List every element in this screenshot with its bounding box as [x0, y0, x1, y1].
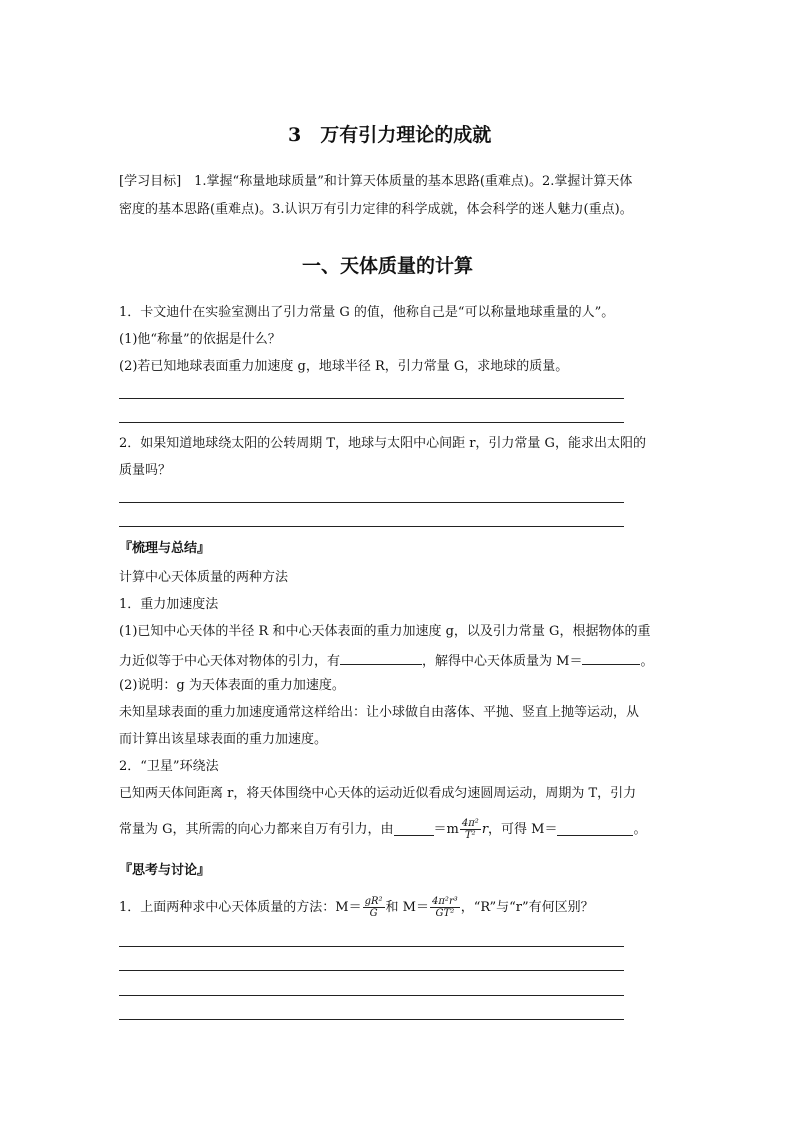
text: 和 M＝: [385, 899, 429, 915]
method-1-p3-line-2: 而计算出该星球表面的重力加速度。: [119, 732, 328, 747]
fraction-denominator: G: [369, 907, 378, 919]
text: ，“R”与“r”有何区别？: [460, 899, 594, 915]
fill-blank[interactable]: [557, 823, 633, 836]
fraction: [460, 818, 481, 841]
fraction: [363, 896, 385, 919]
fraction-numerator: gR²: [364, 895, 383, 907]
fraction-numerator: 4π²: [461, 817, 479, 829]
summary-intro: 计算中心天体质量的两种方法: [119, 570, 289, 585]
fill-blank[interactable]: [340, 652, 422, 665]
text: ，解得中心天体质量为 M＝: [422, 654, 583, 669]
question-2-line-1: 2．如果知道地球绕太阳的公转周期 T，地球与太阳中心间距 r，引力常量 G，能求出太阳的: [119, 436, 646, 451]
fraction-denominator: T²: [464, 829, 476, 841]
method-2-title: 2．“卫星”环绕法: [119, 759, 219, 774]
text: ，可得 M＝: [488, 821, 558, 837]
section-title: 一、天体质量的计算: [302, 255, 474, 277]
text: ＝m: [433, 821, 459, 837]
question-1-sub-2: (2)若已知地球表面重力加速度 g，地球半径 R，引力常量 G，求地球的质量。: [119, 359, 569, 374]
question-1: 1．卡文迪什在实验室测出了引力常量 G 的值，他称自己是“可以称量地球重量的人”。: [119, 305, 615, 320]
method-1-p3-line-1: 未知星球表面的重力加速度通常这样给出：让小球做自由落体、平抛、竖直上抛等运动，从: [119, 705, 640, 720]
text: r: [481, 821, 489, 837]
fraction: [430, 896, 460, 919]
method-2-line-1: 已知两天体间距离 r，将天体围绕中心天体的运动近似看成匀速圆周运动，周期为 T，引力: [119, 786, 637, 801]
answer-line[interactable]: [119, 995, 624, 996]
text: 。: [640, 654, 654, 669]
text: 。: [633, 821, 647, 837]
text: 1．上面两种求中心天体质量的方法：M＝: [119, 899, 362, 915]
method-2-line-2: [119, 812, 647, 846]
answer-line[interactable]: [119, 502, 624, 503]
fraction-numerator: 4π²r³: [432, 895, 458, 907]
text: 常量为 G，其所需的向心力都来自万有引力，由: [119, 821, 394, 837]
discussion-header: 『思考与讨论』: [119, 863, 211, 878]
method-1-p1-line-1: (1)已知中心天体的半径 R 和中心天体表面的重力加速度 g，以及引力常量 G，根据物体的重: [119, 624, 651, 639]
question-1-sub-1: (1)他“称量”的依据是什么？: [119, 332, 281, 347]
fraction-denominator: GT²: [435, 907, 455, 919]
summary-header: 『梳理与总结』: [119, 541, 211, 556]
answer-line[interactable]: [119, 526, 624, 527]
answer-line[interactable]: [119, 970, 624, 971]
fill-blank[interactable]: [394, 823, 434, 836]
discussion-question-1: [119, 888, 594, 926]
text: 力近似等于中心天体对物体的引力，有: [119, 654, 341, 669]
question-2-line-2: 质量吗？: [119, 463, 172, 478]
answer-line[interactable]: [119, 1019, 624, 1020]
answer-line[interactable]: [119, 398, 624, 399]
method-1-p1-line-2: [119, 652, 653, 668]
fill-blank[interactable]: [582, 652, 640, 665]
page-title: 3 万有引力理论的成就: [288, 124, 492, 146]
objectives-line-1: [学习目标] 1.掌握“称量地球质量”和计算天体质量的基本思路(重难点)。2.掌握计算天体: [119, 174, 633, 189]
answer-line[interactable]: [119, 946, 624, 947]
answer-line[interactable]: [119, 422, 624, 423]
method-1-title: 1．重力加速度法: [119, 597, 219, 612]
method-1-p2: (2)说明：g 为天体表面的重力加速度。: [119, 678, 345, 693]
objectives-line-2: 密度的基本思路(重难点)。3.认识万有引力定律的科学成就，体会科学的迷人魅力(重点)。: [119, 202, 633, 217]
